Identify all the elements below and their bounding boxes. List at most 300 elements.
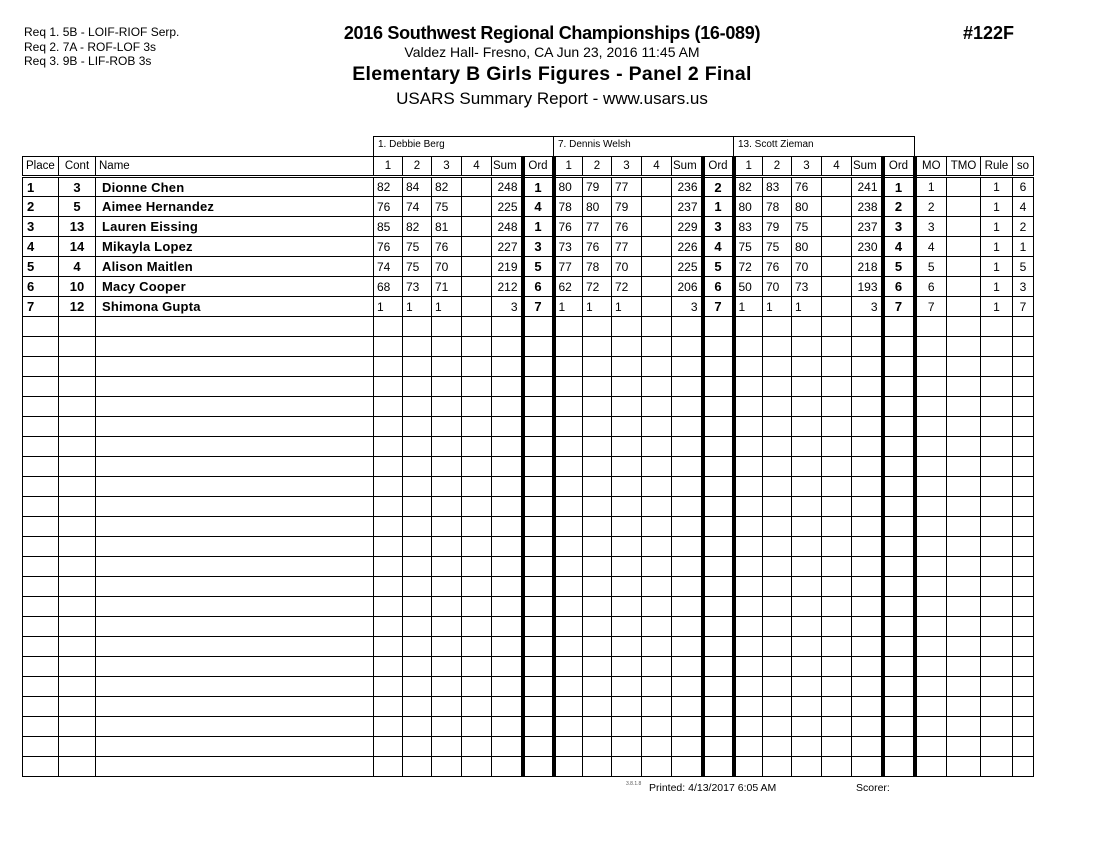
j2-sum-cell	[672, 537, 703, 557]
mo-cell: 3	[915, 217, 947, 237]
j2-score-3-cell	[612, 577, 642, 597]
j2-score-2-cell	[583, 617, 612, 637]
j2-sum-cell	[672, 477, 703, 497]
j3-ordinal-cell	[883, 437, 915, 457]
cont-cell	[59, 757, 96, 777]
j1-score-4-cell	[462, 557, 492, 577]
j1-sum-cell	[492, 517, 523, 537]
place-cell	[23, 617, 59, 637]
so-cell: 4	[1013, 197, 1034, 217]
j1-ordinal-cell	[523, 317, 554, 337]
j2-score-4-cell	[642, 257, 672, 277]
j1-score-3-cell	[432, 317, 462, 337]
j2-ordinal-cell: 7	[703, 297, 734, 317]
place-cell: 4	[23, 237, 59, 257]
j1-score-3-cell	[432, 577, 462, 597]
j3-score-4-cell	[822, 377, 852, 397]
j3-score-1-cell	[734, 677, 763, 697]
j2-score-1-cell	[554, 577, 583, 597]
col-j1-3: 3	[432, 157, 462, 177]
j3-score-3-cell	[792, 697, 822, 717]
col-cont: Cont	[59, 157, 96, 177]
skater-name-cell	[96, 577, 374, 597]
j3-ordinal-cell	[883, 557, 915, 577]
j3-score-2-cell	[763, 657, 792, 677]
tmo-cell	[947, 437, 981, 457]
j2-score-4-cell	[642, 597, 672, 617]
j2-sum-cell	[672, 657, 703, 677]
j3-ordinal-cell	[883, 457, 915, 477]
j2-score-2-cell	[583, 717, 612, 737]
j2-score-3-cell: 77	[612, 177, 642, 197]
cont-cell	[59, 557, 96, 577]
j3-score-3-cell	[792, 397, 822, 417]
j2-ordinal-cell	[703, 717, 734, 737]
j2-score-2-cell	[583, 537, 612, 557]
j3-score-1-cell	[734, 537, 763, 557]
j3-ordinal-cell	[883, 357, 915, 377]
rule-cell	[981, 377, 1013, 397]
j3-score-4-cell	[822, 257, 852, 277]
j1-score-4-cell	[462, 217, 492, 237]
tmo-cell	[947, 417, 981, 437]
j3-score-1-cell	[734, 377, 763, 397]
j2-score-1-cell	[554, 697, 583, 717]
j3-score-4-cell	[822, 417, 852, 437]
j3-score-1-cell	[734, 717, 763, 737]
skater-name-cell: Alison Maitlen	[96, 257, 374, 277]
col-j2-2: 2	[583, 157, 612, 177]
j1-score-2-cell	[403, 397, 432, 417]
j2-score-1-cell: 76	[554, 217, 583, 237]
j2-score-3-cell	[612, 537, 642, 557]
j3-score-2-cell	[763, 457, 792, 477]
j3-score-2-cell: 75	[763, 237, 792, 257]
j2-sum-cell	[672, 677, 703, 697]
j1-score-4-cell	[462, 577, 492, 597]
j2-score-1-cell	[554, 737, 583, 757]
so-cell	[1013, 437, 1034, 457]
skater-name-cell	[96, 717, 374, 737]
j2-sum-cell	[672, 617, 703, 637]
skater-name-cell	[96, 417, 374, 437]
j1-score-4-cell	[462, 717, 492, 737]
j1-score-4-cell	[462, 257, 492, 277]
j3-sum-cell	[852, 437, 883, 457]
table-row	[23, 177, 1034, 197]
skater-name-cell: Shimona Gupta	[96, 297, 374, 317]
place-cell: 2	[23, 197, 59, 217]
j3-sum-cell	[852, 557, 883, 577]
j2-sum-cell: 229	[672, 217, 703, 237]
j1-score-1-cell	[374, 457, 403, 477]
j3-score-4-cell	[822, 697, 852, 717]
cont-cell	[59, 417, 96, 437]
j1-score-1-cell	[374, 437, 403, 457]
j1-sum-cell	[492, 377, 523, 397]
j3-ordinal-cell	[883, 657, 915, 677]
tmo-cell	[947, 277, 981, 297]
tmo-cell	[947, 457, 981, 477]
j2-score-1-cell	[554, 417, 583, 437]
j1-score-1-cell: 85	[374, 217, 403, 237]
j2-score-2-cell	[583, 337, 612, 357]
j1-ordinal-cell	[523, 417, 554, 437]
place-cell	[23, 437, 59, 457]
j1-score-3-cell	[432, 557, 462, 577]
skater-name-cell	[96, 477, 374, 497]
j1-score-4-cell	[462, 297, 492, 317]
j1-score-4-cell	[462, 177, 492, 197]
report-title: USARS Summary Report - www.usars.us	[396, 89, 708, 108]
j1-score-2-cell: 74	[403, 197, 432, 217]
mo-cell	[915, 577, 947, 597]
j1-sum-cell	[492, 697, 523, 717]
j2-score-1-cell	[554, 457, 583, 477]
j3-score-3-cell: 76	[792, 177, 822, 197]
j2-score-3-cell	[612, 657, 642, 677]
j2-score-1-cell	[554, 357, 583, 377]
printed-timestamp: Printed: 4/13/2017 6:05 AM	[649, 782, 777, 794]
empty-table-row	[23, 597, 1034, 617]
j3-score-2-cell	[763, 637, 792, 657]
j3-score-1-cell: 1	[734, 297, 763, 317]
skater-name-cell	[96, 377, 374, 397]
j2-score-3-cell: 70	[612, 257, 642, 277]
col-name: Name	[96, 157, 374, 177]
j1-score-2-cell	[403, 457, 432, 477]
place-cell	[23, 537, 59, 557]
j3-sum-cell	[852, 657, 883, 677]
so-cell: 2	[1013, 217, 1034, 237]
j1-score-3-cell	[432, 517, 462, 537]
cont-cell	[59, 357, 96, 377]
j1-score-3-cell	[432, 717, 462, 737]
table-row	[23, 197, 1034, 217]
skater-name-cell	[96, 597, 374, 617]
j3-score-4-cell	[822, 397, 852, 417]
j3-ordinal-cell	[883, 377, 915, 397]
j3-score-3-cell	[792, 617, 822, 637]
j1-ordinal-cell: 6	[523, 277, 554, 297]
mo-cell	[915, 677, 947, 697]
j3-score-1-cell	[734, 357, 763, 377]
j2-sum-cell	[672, 577, 703, 597]
j2-ordinal-cell	[703, 457, 734, 477]
j2-score-4-cell	[642, 197, 672, 217]
j1-sum-cell	[492, 477, 523, 497]
j2-score-1-cell	[554, 717, 583, 737]
j2-score-4-cell	[642, 617, 672, 637]
j2-sum-cell: 225	[672, 257, 703, 277]
j2-score-2-cell	[583, 477, 612, 497]
j1-sum-cell	[492, 497, 523, 517]
so-cell	[1013, 537, 1034, 557]
j1-score-4-cell	[462, 737, 492, 757]
j3-score-3-cell	[792, 317, 822, 337]
cont-cell	[59, 457, 96, 477]
rule-cell	[981, 677, 1013, 697]
j2-ordinal-cell	[703, 317, 734, 337]
competition-title: 2016 Southwest Regional Championships (16-089)	[343, 23, 761, 43]
tmo-cell	[947, 557, 981, 577]
so-cell: 5	[1013, 257, 1034, 277]
table-row	[23, 237, 1034, 257]
j1-sum-cell: 212	[492, 277, 523, 297]
j2-ordinal-cell	[703, 337, 734, 357]
j1-score-2-cell	[403, 377, 432, 397]
j3-score-1-cell: 75	[734, 237, 763, 257]
cont-cell	[59, 717, 96, 737]
place-cell	[23, 557, 59, 577]
j2-ordinal-cell	[703, 677, 734, 697]
j1-ordinal-cell: 5	[523, 257, 554, 277]
j3-ordinal-cell	[883, 597, 915, 617]
empty-table-row	[23, 477, 1034, 497]
empty-table-row	[23, 437, 1034, 457]
so-cell	[1013, 637, 1034, 657]
j3-ordinal-cell	[883, 637, 915, 657]
rule-cell: 1	[981, 297, 1013, 317]
j3-sum-cell	[852, 377, 883, 397]
j2-sum-cell	[672, 397, 703, 417]
j3-sum-cell: 238	[852, 197, 883, 217]
j3-score-4-cell	[822, 237, 852, 257]
place-cell: 3	[23, 217, 59, 237]
skater-name-cell	[96, 437, 374, 457]
j3-sum-cell: 218	[852, 257, 883, 277]
so-cell	[1013, 497, 1034, 517]
j2-sum-cell	[672, 337, 703, 357]
j1-sum-cell	[492, 637, 523, 657]
j3-sum-cell	[852, 697, 883, 717]
j1-score-3-cell: 82	[432, 177, 462, 197]
j1-score-3-cell: 75	[432, 197, 462, 217]
j3-score-2-cell: 1	[763, 297, 792, 317]
mo-cell	[915, 597, 947, 617]
rule-cell	[981, 657, 1013, 677]
tmo-cell	[947, 237, 981, 257]
empty-table-row	[23, 517, 1034, 537]
j1-score-4-cell	[462, 637, 492, 657]
j1-score-3-cell	[432, 677, 462, 697]
j1-sum-cell	[492, 577, 523, 597]
j3-sum-cell	[852, 457, 883, 477]
j1-ordinal-cell	[523, 577, 554, 597]
j1-sum-cell	[492, 417, 523, 437]
so-cell	[1013, 397, 1034, 417]
j3-score-1-cell: 82	[734, 177, 763, 197]
mo-cell	[915, 657, 947, 677]
j1-score-1-cell	[374, 577, 403, 597]
j1-ordinal-cell: 4	[523, 197, 554, 217]
cont-cell	[59, 677, 96, 697]
j3-sum-cell	[852, 397, 883, 417]
j1-score-1-cell: 1	[374, 297, 403, 317]
j2-score-1-cell	[554, 437, 583, 457]
j3-score-3-cell	[792, 537, 822, 557]
rule-cell	[981, 457, 1013, 477]
j1-score-2-cell	[403, 477, 432, 497]
j1-ordinal-cell	[523, 397, 554, 417]
j3-score-3-cell	[792, 597, 822, 617]
rule-cell	[981, 717, 1013, 737]
j1-score-1-cell	[374, 517, 403, 537]
j2-score-3-cell	[612, 357, 642, 377]
j3-score-3-cell	[792, 437, 822, 457]
j3-ordinal-cell: 6	[883, 277, 915, 297]
j3-score-2-cell	[763, 557, 792, 577]
so-cell	[1013, 597, 1034, 617]
j1-sum-cell	[492, 757, 523, 777]
j3-score-2-cell	[763, 717, 792, 737]
j1-score-1-cell	[374, 637, 403, 657]
j1-score-1-cell	[374, 497, 403, 517]
col-place: Place	[23, 157, 59, 177]
j3-score-3-cell	[792, 637, 822, 657]
mo-cell: 5	[915, 257, 947, 277]
j3-score-1-cell	[734, 337, 763, 357]
j2-ordinal-cell	[703, 557, 734, 577]
j1-score-1-cell	[374, 717, 403, 737]
mo-cell	[915, 357, 947, 377]
j2-score-4-cell	[642, 677, 672, 697]
j2-score-1-cell	[554, 557, 583, 577]
j2-score-4-cell	[642, 577, 672, 597]
j1-score-1-cell	[374, 697, 403, 717]
empty-table-row	[23, 717, 1034, 737]
j3-score-1-cell	[734, 517, 763, 537]
col-j3-2: 2	[763, 157, 792, 177]
j3-score-3-cell	[792, 497, 822, 517]
j3-score-2-cell	[763, 437, 792, 457]
j3-sum-cell	[852, 637, 883, 657]
so-cell: 1	[1013, 237, 1034, 257]
skater-name-cell: Dionne Chen	[96, 177, 374, 197]
tmo-cell	[947, 317, 981, 337]
mo-cell	[915, 697, 947, 717]
j2-score-1-cell	[554, 517, 583, 537]
j2-score-3-cell	[612, 457, 642, 477]
j1-score-3-cell	[432, 397, 462, 417]
j3-score-4-cell	[822, 197, 852, 217]
j1-score-4-cell	[462, 497, 492, 517]
j1-score-4-cell	[462, 517, 492, 537]
j2-score-4-cell	[642, 437, 672, 457]
j1-score-3-cell: 71	[432, 277, 462, 297]
j2-score-3-cell	[612, 417, 642, 437]
j1-score-3-cell: 1	[432, 297, 462, 317]
j1-score-4-cell	[462, 597, 492, 617]
j1-score-3-cell	[432, 337, 462, 357]
j1-score-4-cell	[462, 237, 492, 257]
col-j3-sum: Sum	[852, 157, 883, 177]
j1-ordinal-cell	[523, 437, 554, 457]
skater-name-cell	[96, 617, 374, 637]
j1-score-2-cell	[403, 677, 432, 697]
j1-score-2-cell	[403, 737, 432, 757]
j2-sum-cell	[672, 457, 703, 477]
empty-table-row	[23, 457, 1034, 477]
mo-cell	[915, 617, 947, 637]
cont-cell	[59, 517, 96, 537]
rule-cell	[981, 737, 1013, 757]
tmo-cell	[947, 657, 981, 677]
j1-score-2-cell	[403, 537, 432, 557]
j3-score-4-cell	[822, 657, 852, 677]
j2-score-3-cell	[612, 597, 642, 617]
j3-score-1-cell: 80	[734, 197, 763, 217]
j2-score-3-cell	[612, 477, 642, 497]
mo-cell	[915, 557, 947, 577]
rule-cell: 1	[981, 257, 1013, 277]
j1-score-4-cell	[462, 617, 492, 637]
j1-sum-cell: 225	[492, 197, 523, 217]
empty-table-row	[23, 497, 1034, 517]
j2-score-3-cell	[612, 497, 642, 517]
mo-cell	[915, 517, 947, 537]
results-body	[23, 177, 1034, 777]
cont-cell	[59, 637, 96, 657]
skater-name-cell: Lauren Eissing	[96, 217, 374, 237]
j3-sum-cell: 230	[852, 237, 883, 257]
j3-sum-cell: 193	[852, 277, 883, 297]
mo-cell	[915, 457, 947, 477]
so-cell	[1013, 577, 1034, 597]
j1-score-2-cell: 1	[403, 297, 432, 317]
rule-cell	[981, 617, 1013, 637]
j1-score-4-cell	[462, 397, 492, 417]
tmo-cell	[947, 517, 981, 537]
j3-sum-cell	[852, 317, 883, 337]
j3-sum-cell	[852, 477, 883, 497]
j2-score-4-cell	[642, 697, 672, 717]
j1-score-1-cell	[374, 757, 403, 777]
tmo-cell	[947, 337, 981, 357]
j1-score-4-cell	[462, 677, 492, 697]
tmo-cell	[947, 717, 981, 737]
j2-score-4-cell	[642, 497, 672, 517]
j3-score-4-cell	[822, 437, 852, 457]
j2-score-2-cell	[583, 597, 612, 617]
j1-score-4-cell	[462, 697, 492, 717]
j1-score-1-cell	[374, 317, 403, 337]
j3-score-2-cell: 83	[763, 177, 792, 197]
rule-cell	[981, 537, 1013, 557]
tmo-cell	[947, 697, 981, 717]
skater-name-cell: Macy Cooper	[96, 277, 374, 297]
j3-score-3-cell: 73	[792, 277, 822, 297]
j2-score-4-cell	[642, 397, 672, 417]
j1-ordinal-cell	[523, 337, 554, 357]
j3-score-1-cell	[734, 737, 763, 757]
mo-cell	[915, 637, 947, 657]
cont-cell	[59, 437, 96, 457]
j2-sum-cell	[672, 757, 703, 777]
mo-cell	[915, 497, 947, 517]
j3-score-1-cell: 83	[734, 217, 763, 237]
j1-score-4-cell	[462, 537, 492, 557]
j3-score-2-cell: 79	[763, 217, 792, 237]
cont-cell	[59, 337, 96, 357]
j3-score-4-cell	[822, 757, 852, 777]
j2-score-2-cell	[583, 457, 612, 477]
tmo-cell	[947, 497, 981, 517]
j3-sum-cell	[852, 597, 883, 617]
j1-score-3-cell: 76	[432, 237, 462, 257]
j1-score-2-cell	[403, 357, 432, 377]
j3-score-4-cell	[822, 217, 852, 237]
